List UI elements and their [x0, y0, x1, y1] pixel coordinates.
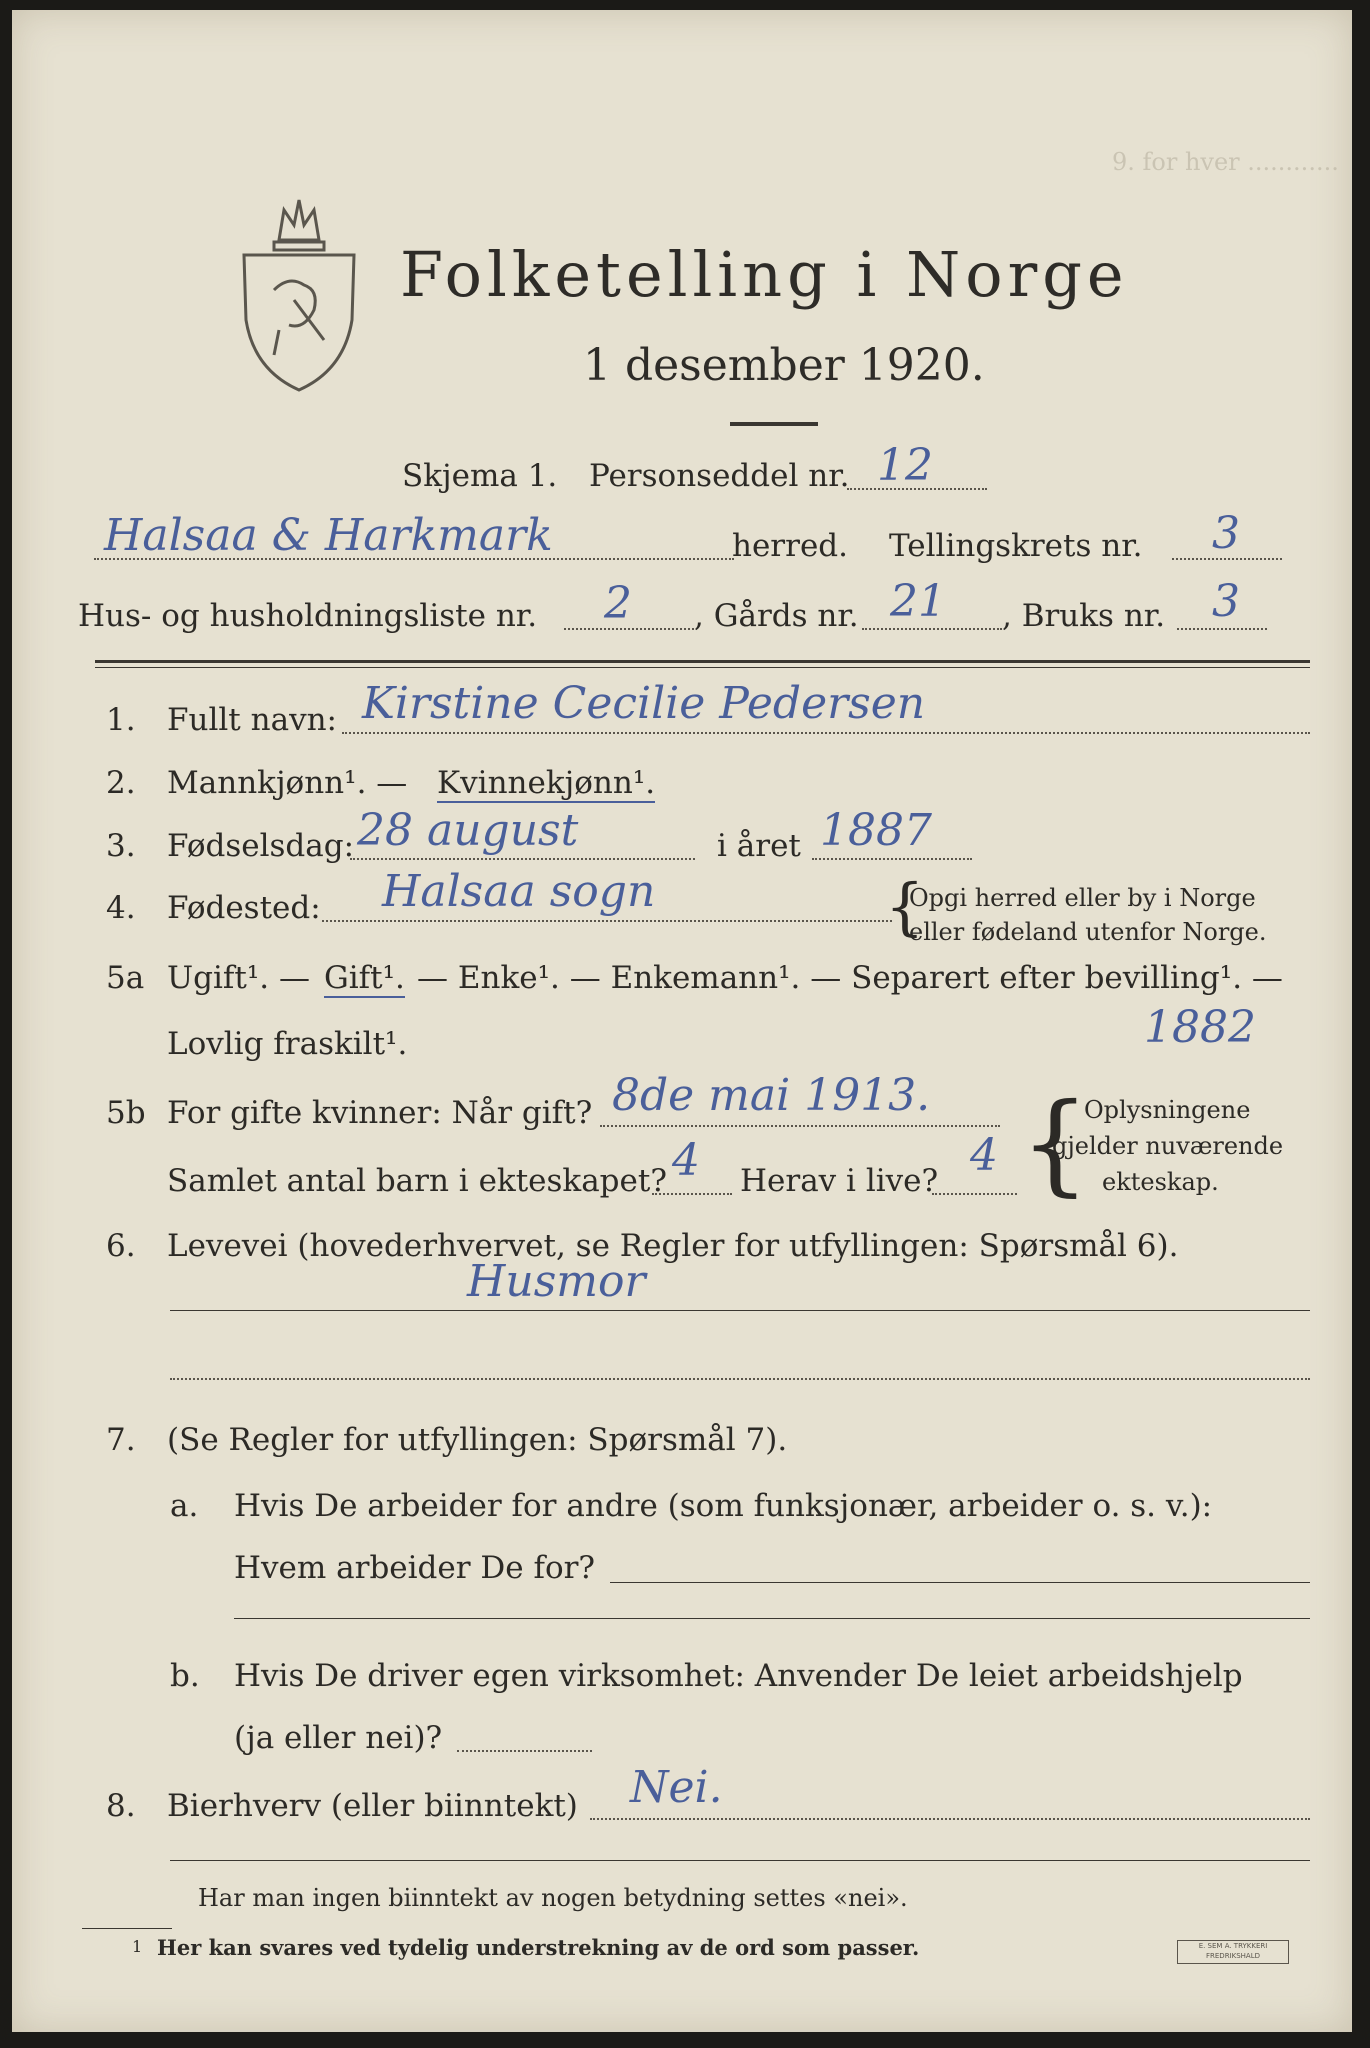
q4-label: Fødested:: [167, 890, 321, 926]
q5b-when-married-label: For gifte kvinner: Når gift?: [167, 1095, 593, 1131]
q5b-children-line: [652, 1193, 732, 1195]
q7b-letter: b.: [170, 1658, 200, 1694]
q5b-children-label: Samlet antal barn i ekteskapet?: [167, 1163, 667, 1199]
tellingskrets-value: 3: [1212, 508, 1240, 559]
gards-field-line: [862, 628, 1002, 630]
q8-field-line-2: [170, 1860, 1310, 1861]
footer-note: Har man ingen biinntekt av nogen betydning settes «nei».: [198, 1884, 908, 1912]
bruks-field-line: [1177, 628, 1267, 630]
q5a-gift: Gift¹.: [324, 960, 405, 996]
q5b-note-line3: ekteskap.: [1102, 1168, 1219, 1196]
coat-of-arms-icon: [234, 180, 364, 400]
q7a-field-line-1: [610, 1582, 1310, 1583]
q7-number: 7.: [106, 1422, 136, 1458]
q3-value: 28 august: [357, 805, 579, 856]
q7b-line2: (ja eller nei)?: [234, 1720, 443, 1756]
q7b-field-line: [457, 1750, 592, 1752]
husliste-label: Hus- og husholdningsliste nr.: [78, 598, 538, 634]
q5b-number: 5b: [106, 1095, 146, 1131]
gards-value: 21: [890, 576, 946, 627]
q4-note-line1: Opgi herred eller by i Norge: [909, 884, 1256, 912]
footnote-mark: 1: [132, 1937, 143, 1956]
q8-number: 8.: [106, 1788, 136, 1824]
herred-value: Halsaa & Harkmark: [104, 510, 553, 561]
q7a-letter: a.: [170, 1488, 199, 1524]
q2-number: 2.: [106, 765, 136, 801]
tellingskrets-label: Tellingskrets nr.: [889, 528, 1143, 564]
q3-year-label: i året: [717, 828, 801, 864]
q2-label-female: Kvinnekjønn¹.: [437, 765, 656, 801]
q5a-number: 5a: [106, 960, 145, 996]
q7b-line1: Hvis De driver egen virksomhet: Anvender De leiet arbeidshjelp: [234, 1658, 1243, 1694]
q7a-line2: Hvem arbeider De for?: [234, 1550, 596, 1586]
q5b-note-line1: Oplysningene: [1084, 1096, 1251, 1124]
footnote-rule: [82, 1928, 172, 1929]
census-form-sheet: [12, 10, 1352, 2032]
q5b-when-married-value: 8de mai 1913.: [612, 1070, 931, 1121]
header-rule: [95, 660, 1310, 663]
form-title: Folketelling i Norge: [400, 238, 1129, 311]
q1-label: Fullt navn:: [167, 702, 337, 738]
q4-note-line2: eller fødeland utenfor Norge.: [909, 918, 1267, 946]
q1-field-line: [342, 732, 1310, 734]
q4-value: Halsaa sogn: [382, 866, 656, 917]
gards-label: , Gårds nr.: [694, 598, 859, 634]
q5a-margin-note: 1882: [1144, 1002, 1256, 1053]
husliste-value: 2: [604, 578, 632, 629]
bruks-label: , Bruks nr.: [1002, 598, 1166, 634]
q5b-alive-line: [932, 1193, 1017, 1195]
footnote-text: Her kan svares ved tydelig understrekning av de ord som passer.: [157, 1935, 920, 1960]
personseddel-value: 12: [877, 440, 933, 491]
q8-label: Bierhverv (eller biinntekt): [167, 1788, 578, 1824]
herred-label: herred.: [732, 528, 848, 564]
q5b-when-married-line: [600, 1125, 1000, 1127]
q5b-alive-label: Herav i live?: [740, 1163, 939, 1199]
q5b-alive-value: 4: [970, 1130, 998, 1181]
q6-value: Husmor: [467, 1256, 646, 1307]
q3-field-line: [350, 858, 695, 860]
q3-label: Fødselsdag:: [167, 828, 355, 864]
header-rule-thin: [95, 667, 1310, 668]
q7a-field-line-2: [234, 1618, 1310, 1619]
personseddel-label: Personseddel nr.: [589, 458, 850, 494]
bleed-through-text: 9. for hver ............: [1112, 148, 1339, 176]
skjema-label: Skjema 1.: [402, 458, 558, 494]
q4-note-brace: {: [885, 870, 925, 943]
q3-year-value: 1887: [820, 805, 932, 856]
q3-year-field-line: [812, 858, 972, 860]
title-divider: [730, 422, 818, 426]
q7a-line1: Hvis De arbeider for andre (som funksjonær, arbeider o. s. v.):: [234, 1488, 1213, 1524]
q6-number: 6.: [106, 1228, 136, 1264]
q5a-others: — Enke¹. — Enkemann¹. — Separert efter bevilling¹. —: [417, 960, 1283, 996]
q5a-fraskilt: Lovlig fraskilt¹.: [167, 1026, 408, 1062]
q6-field-line-2: [170, 1378, 1310, 1380]
form-date: 1 desember 1920.: [583, 340, 985, 391]
q5b-children-value: 4: [672, 1135, 700, 1186]
q5b-note-brace: {: [1020, 1079, 1090, 1207]
q5a-ugift: Ugift¹. —: [167, 960, 310, 996]
q5b-note-line2: gjelder nuværende: [1052, 1132, 1284, 1160]
q1-number: 1.: [106, 702, 136, 738]
q6-label: Levevei (hovederhvervet, se Regler for utfyllingen: Spørsmål 6).: [167, 1228, 1179, 1264]
q3-number: 3.: [106, 828, 136, 864]
q8-value: Nei.: [630, 1762, 723, 1813]
q2-label-male: Mannkjønn¹. —: [167, 765, 408, 801]
bruks-value: 3: [1212, 576, 1240, 627]
q1-value: Kirstine Cecilie Pedersen: [362, 678, 926, 729]
q4-field-line: [322, 920, 892, 922]
q8-field-line: [590, 1818, 1310, 1820]
q7-label: (Se Regler for utfyllingen: Spørsmål 7).: [167, 1422, 788, 1458]
printer-stamp: [1177, 1940, 1289, 1964]
q6-field-line-1: [170, 1310, 1310, 1311]
q4-number: 4.: [106, 890, 136, 926]
printer-stamp-text: E. SEM A. TRYKKERI FREDRIKSHALD: [1198, 1942, 1268, 1960]
